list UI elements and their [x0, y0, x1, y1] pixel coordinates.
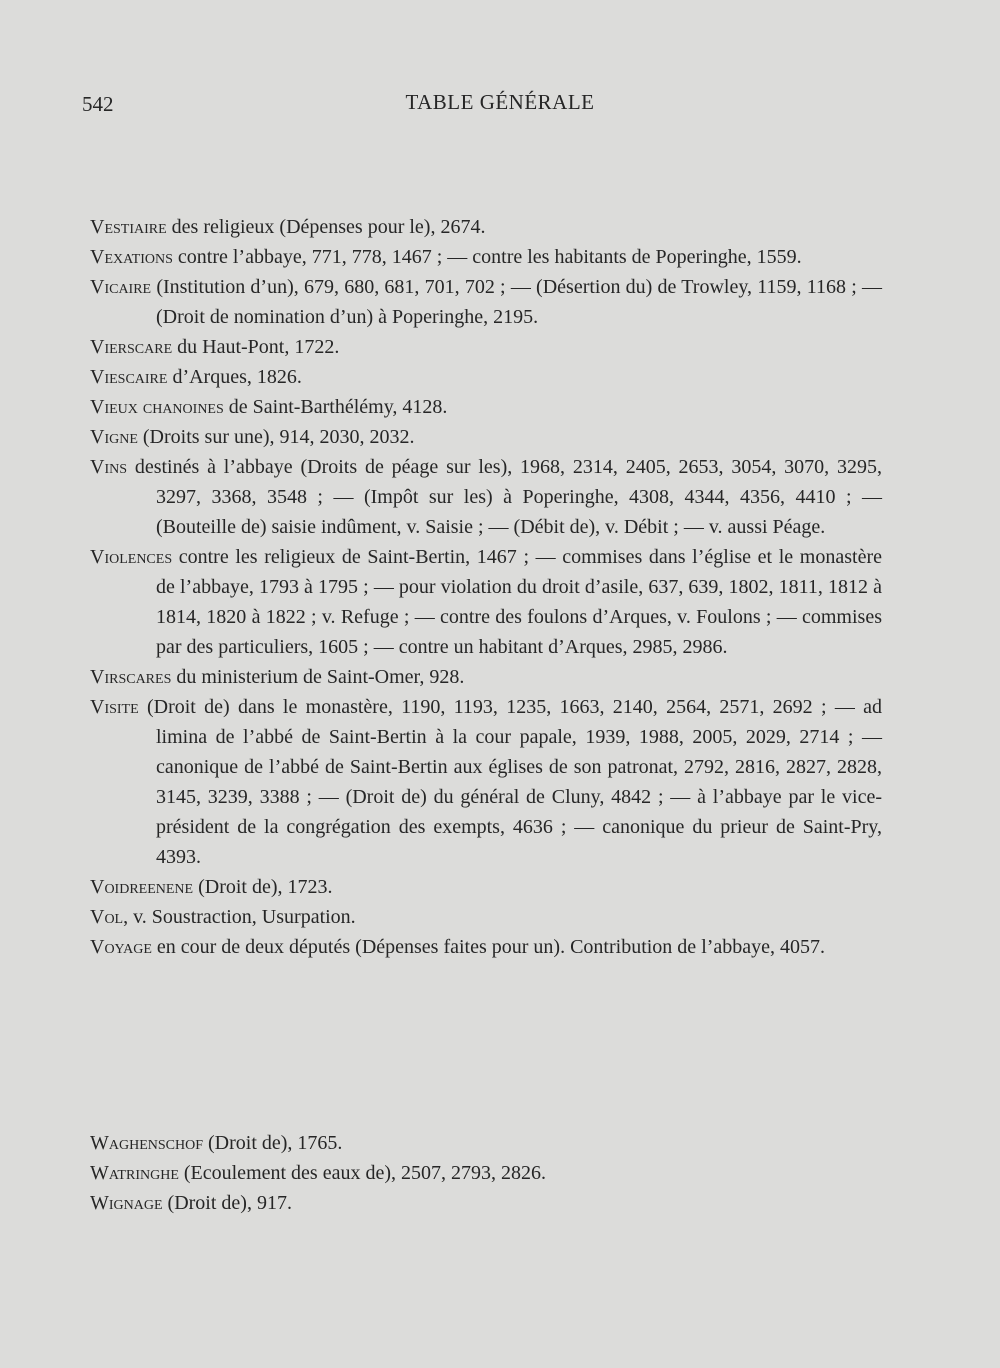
entry-headword: Watringhe — [90, 1162, 179, 1184]
entry-text: (Droit de) dans le monastère, 1190, 1193, 1235, 1663, 2140, 2564, 2571, 2692 ; — ad limina de l’abbé de Saint-Bertin à la cour papale, 1939, 1988, 2005, 2029, 2714 ; — canonique de l’abbé de Saint-Bertin aux églises de son patronat, 2792, 2816, 2827, 2828, 3145, 3239, 3388 ; — (Droit de) du général de Cluny, 4842 ; — à l’abbaye par le vice-président de la congrégation des exempts, 4636 ; — canonique du prieur de Saint-Pry, 4393. — [138, 696, 882, 868]
entry-headword: Vierscare — [90, 336, 173, 358]
entry-text: des religieux (Dépenses pour le), 2674. — [166, 216, 486, 238]
entry-text: destinés à l’abbaye (Droits de péage sur les), 1968, 2314, 2405, 2653, 3054, 3070, 3295, 3297, 3368, 3548 ; — (Impôt sur les) à Poperinghe, 4308, 4344, 4356, 4410 ; — (Bouteille de) saisie indûment, v. Saisie ; — (Débit de), v. Débit ; — v. aussi Péage. — [127, 456, 882, 538]
entry-headword: Viescaire — [90, 366, 168, 388]
index-section-w — [90, 1128, 882, 1218]
index-entry — [90, 362, 882, 392]
index-entry — [90, 242, 882, 272]
entry-headword: Vol — [90, 906, 124, 928]
entry-headword: Visite — [90, 696, 139, 718]
index-entry — [90, 332, 882, 362]
entry-text: (Droit de), 1723. — [193, 876, 333, 898]
page-header — [0, 88, 1000, 118]
entry-text: (Institution d’un), 679, 680, 681, 701, 702 ; — (Désertion du) de Trowley, 1159, 1168 ; — (Droit de nomination d’un) à Poperinghe, 2195. — [151, 276, 882, 328]
entry-text: en cour de deux députés (Dépenses faites pour un). Contribution de l’abbaye, 4057. — [151, 936, 826, 958]
entry-headword: Vestiaire — [90, 216, 167, 238]
index-entry — [90, 542, 882, 662]
running-title: TABLE GÉNÉRALE — [405, 90, 595, 114]
index-entry — [90, 212, 882, 242]
entry-text: , v. Soustraction, Usurpation. — [123, 906, 356, 928]
entry-headword: Vigne — [90, 426, 138, 448]
index-entry — [90, 422, 882, 452]
entry-text: de Saint-Barthélémy, 4128. — [223, 396, 448, 418]
entry-headword: Vins — [90, 456, 128, 478]
index-entry — [90, 392, 882, 422]
index-entry — [90, 932, 882, 962]
index-entry — [90, 452, 882, 542]
entry-headword: Vieux chanoines — [90, 396, 224, 418]
index-entry — [90, 1128, 882, 1158]
entry-text: d’Arques, 1826. — [167, 366, 302, 388]
entry-text: contre l’abbaye, 771, 778, 1467 ; — contre les habitants de Poperinghe, 1559. — [172, 246, 802, 268]
index-section-v — [90, 212, 882, 962]
entry-text: (Droits sur une), 914, 2030, 2032. — [137, 426, 415, 448]
entry-headword: Vexations — [90, 246, 173, 268]
entry-headword: Voidreenene — [90, 876, 194, 898]
entry-text: contre les religieux de Saint-Bertin, 1467 ; — commises dans l’église et le monastère de l’abbaye, 1793 à 1795 ; — pour violation du droit d’asile, 637, 639, 1802, 1811, 1812 à 1814, 1820 à 1822 ; v. Refuge ; — contre des foulons d’Arques, v. Foulons ; — commises par des particuliers, 1605 ; — contre un habitant d’Arques, 2985, 2986. — [156, 546, 882, 658]
entry-text: (Droit de), 1765. — [203, 1132, 343, 1154]
entry-headword: Waghenschof — [90, 1132, 204, 1154]
entry-headword: Violences — [90, 546, 173, 568]
entry-text: (Ecoulement des eaux de), 2507, 2793, 2826. — [178, 1162, 547, 1184]
index-entry — [90, 902, 882, 932]
entry-headword: Virscares — [90, 666, 172, 688]
index-entry — [90, 1158, 882, 1188]
entry-text: du ministerium de Saint-Omer, 928. — [171, 666, 465, 688]
index-entry — [90, 872, 882, 902]
entry-headword: Voyage — [90, 936, 152, 958]
entry-text: du Haut-Pont, 1722. — [172, 336, 340, 358]
entry-text: (Droit de), 917. — [162, 1192, 292, 1214]
index-entry — [90, 1188, 882, 1218]
index-entry — [90, 692, 882, 872]
index-entry — [90, 662, 882, 692]
index-entry — [90, 272, 882, 332]
page-number: 542 — [82, 92, 114, 116]
entry-headword: Wignage — [90, 1192, 163, 1214]
entry-headword: Vicaire — [90, 276, 152, 298]
